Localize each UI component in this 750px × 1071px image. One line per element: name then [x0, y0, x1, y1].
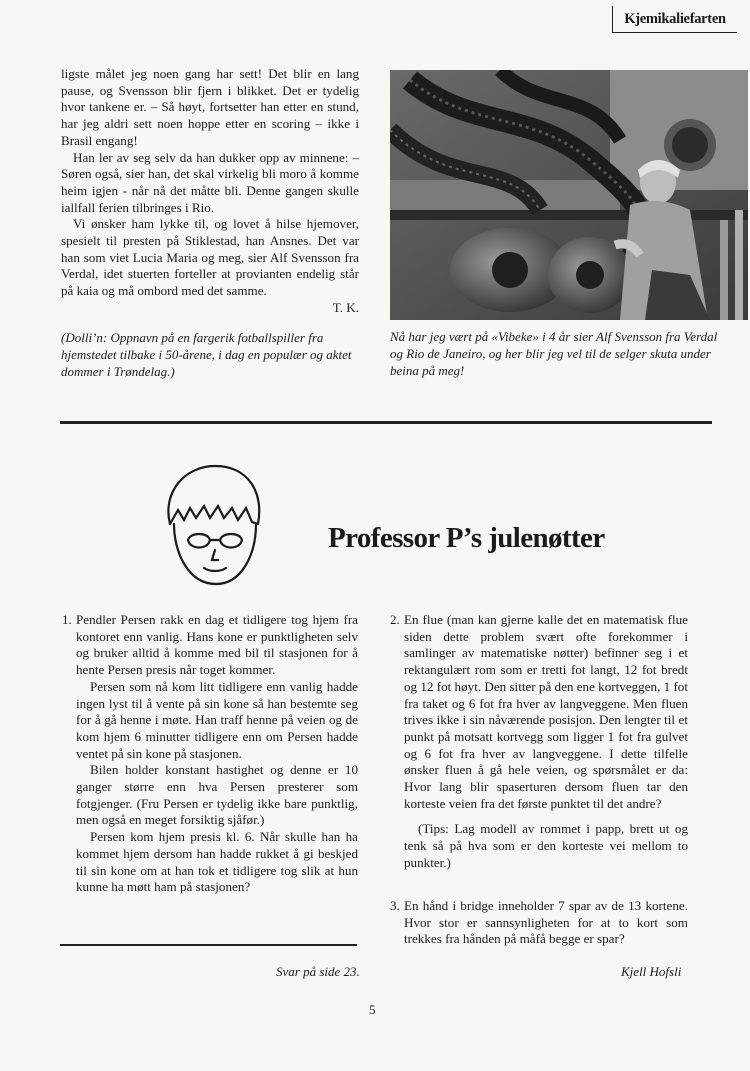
puzzle-paragraph: Persen som nå kom litt tidligere enn vanlig hadde ingen lyst til å vente på sin kone så han bestemte seg for å gå henne i møte. Han traff henne på veien og de kom hjem 6 minutter tidligere enn om Persen hadde ventet på sin kone på stasjonen. — [76, 678, 358, 761]
article-paragraph: ligste målet jeg noen gang har sett! Det blir en lang pause, og Svensson blir fjern i blikket. Det er tydelig hvor tankene er. – Så høyt, fortsetter han etter en stund, har jeg aldri sett noen hoppe etter en scoring – ikke i Brasil engang! — [61, 66, 359, 148]
section-tab: Kjemikaliefarten — [612, 6, 737, 33]
ship-engine-room-photo — [390, 70, 748, 320]
puzzles-title: Professor P’s julenøtter — [328, 522, 605, 554]
page-number: 5 — [369, 1002, 376, 1017]
puzzle-2 — [390, 612, 688, 872]
photo-graphic — [390, 70, 748, 320]
article-paragraph: Han ler av seg selv da han dukker opp av minnene: –Søren også, sier han, det skal virkelig bli moro å komme heim igjen - når nå det måtte bli. Denne gangen skulle iallfall ferien tilbringes i Rio. — [61, 149, 359, 215]
puzzle-tip: (Tips: Lag modell av rommet i papp, brett ut og tenk så på hva som er den korteste vei mellom to punkter.) — [404, 821, 688, 870]
puzzle-1 — [62, 612, 358, 896]
puzzle-paragraph: Persen kom hjem presis kl. 6. Når skulle han ha kommet hjem dersom han hadde rukket å gi beskjed til sin kone om at han tok et tidligere tog slik at hun kunne ha møtt ham på stasjonen? — [76, 829, 358, 895]
article-signature: T. K. — [332, 299, 359, 315]
photo-caption: Nå har jeg vært på «Vibeke» i 4 år sier Alf Svensson fra Verdal og Rio de Janeiro, og her blir jeg vel til de selger skuta under beina på meg! — [390, 329, 718, 378]
answer-reference: Svar på side 23. — [276, 964, 360, 979]
puzzle-number: 1. — [62, 612, 72, 627]
professor-sketch-icon — [160, 462, 270, 592]
puzzle-paragraph: Bilen holder konstant hastighet og denne er 10 ganger større enn hva Persen presterer som fotgjenger. (Fru Persen er tydelig ikke bare punktlig, men også en meget forsiktig sjåfør.) — [76, 762, 358, 828]
puzzle-paragraph: Pendler Persen rakk en dag et tidligere tog hjem fra kontoret enn vanlig. Hans kone er punktligheten selv og bruker alltid å komme med bil til stasjonen for å hente Persen presis når toget kommer. — [76, 612, 358, 678]
puzzle-paragraph: En flue (man kan gjerne kalle det en matematisk flue siden dette problem svært ofte forekommer i samlinger av matematiske nøtter) befinner seg i et rektangulært rom som er tretti fot langt, 12 fot bredt og 12 fot høyt. Den sitter på den ene kortveggen, 1 fot fra taket og 6 fot fra hver av langveggene. Men fluen trives ikke i sin nåværende posisjon. Den lengter til et punkt på motsatt kortvegg som ligger 1 fot fra gulvet og 6 fot fra hver av langveggene. I dette tilfelle ønsker fluen å gå hele veien, og spørsmålet er da: Hvor lang blir spaserturen dersom fluen tar den korteste veien fra det første punktet til det andre? — [404, 612, 688, 811]
puzzle-3 — [390, 898, 688, 948]
puzzle-number: 3. — [390, 898, 400, 913]
puzzle-number: 2. — [390, 612, 400, 627]
puzzle-author: Kjell Hofsli — [621, 964, 682, 979]
puzzle-divider — [60, 944, 357, 946]
puzzle-paragraph: En hånd i bridge inneholder 7 spar av de 13 kortene. Hvor stor er sannsynligheten for at to kort som trekkes fra hånden på måfå begge er spar? — [404, 898, 688, 947]
article-note: (Dolli’n: Oppnavn på en fargerik fotballspiller fra hjemstedet tilbake i 50-årene, i dag en populær og aktet dommer i Trøndelag.) — [61, 330, 352, 379]
section-divider — [60, 421, 712, 424]
article-paragraph: Vi ønsker ham lykke til, og lovet å hilse hjemover, spesielt til presten på Stiklestad, han Ansnes. Det var han som viet Lucia Maria og meg, sier Alf Svensson fra Verdal, idet stuerten forteller at provianten endelig står på kaia og må ombord med det samme. — [61, 216, 359, 299]
article-continuation — [61, 66, 359, 317]
